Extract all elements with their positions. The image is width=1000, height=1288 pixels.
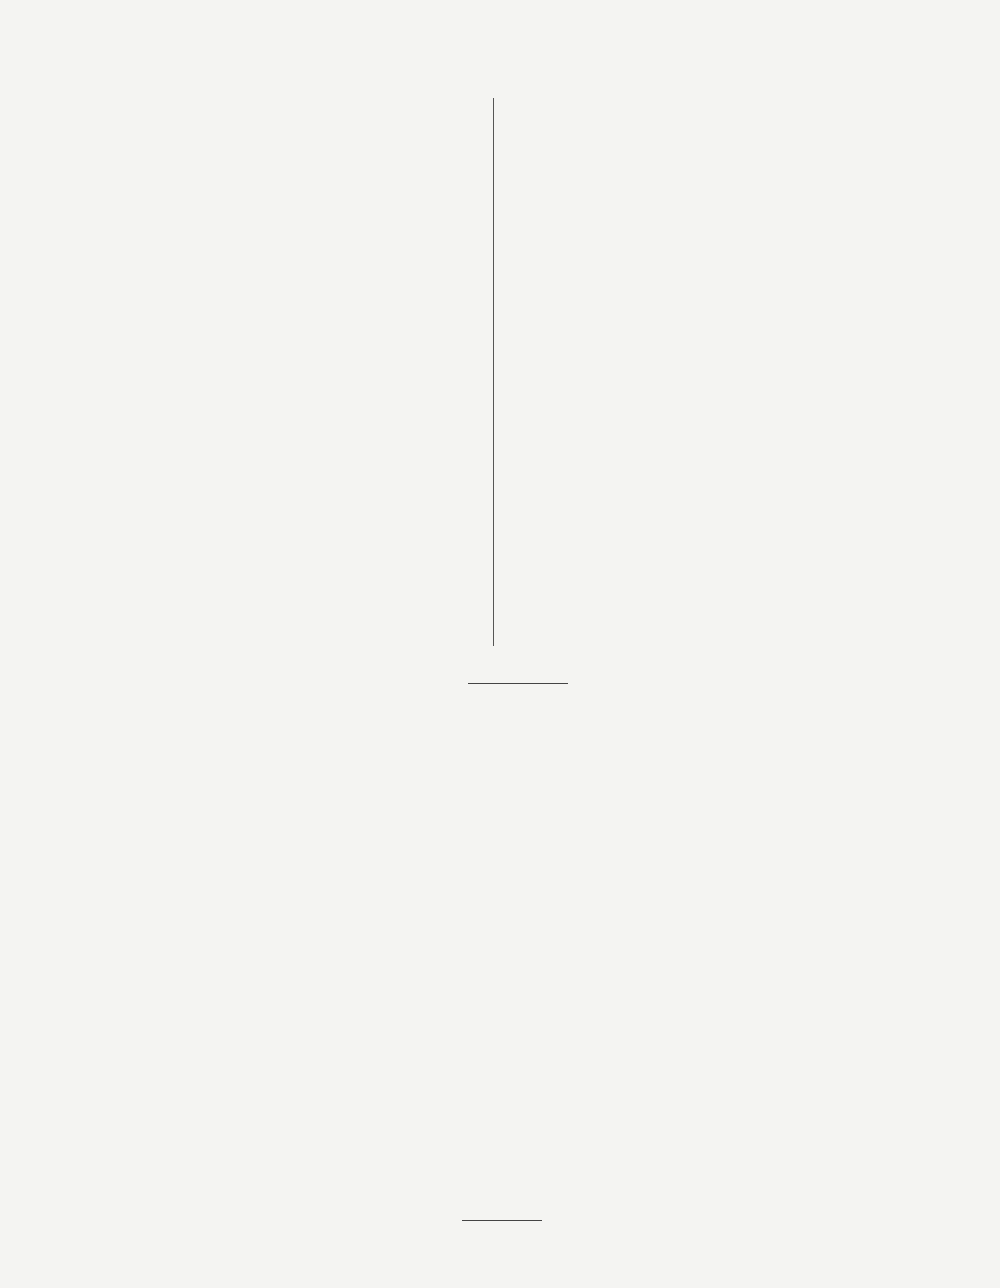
bottom-divider — [462, 1220, 542, 1221]
column-divider — [493, 98, 494, 646]
section-divider — [468, 683, 568, 684]
